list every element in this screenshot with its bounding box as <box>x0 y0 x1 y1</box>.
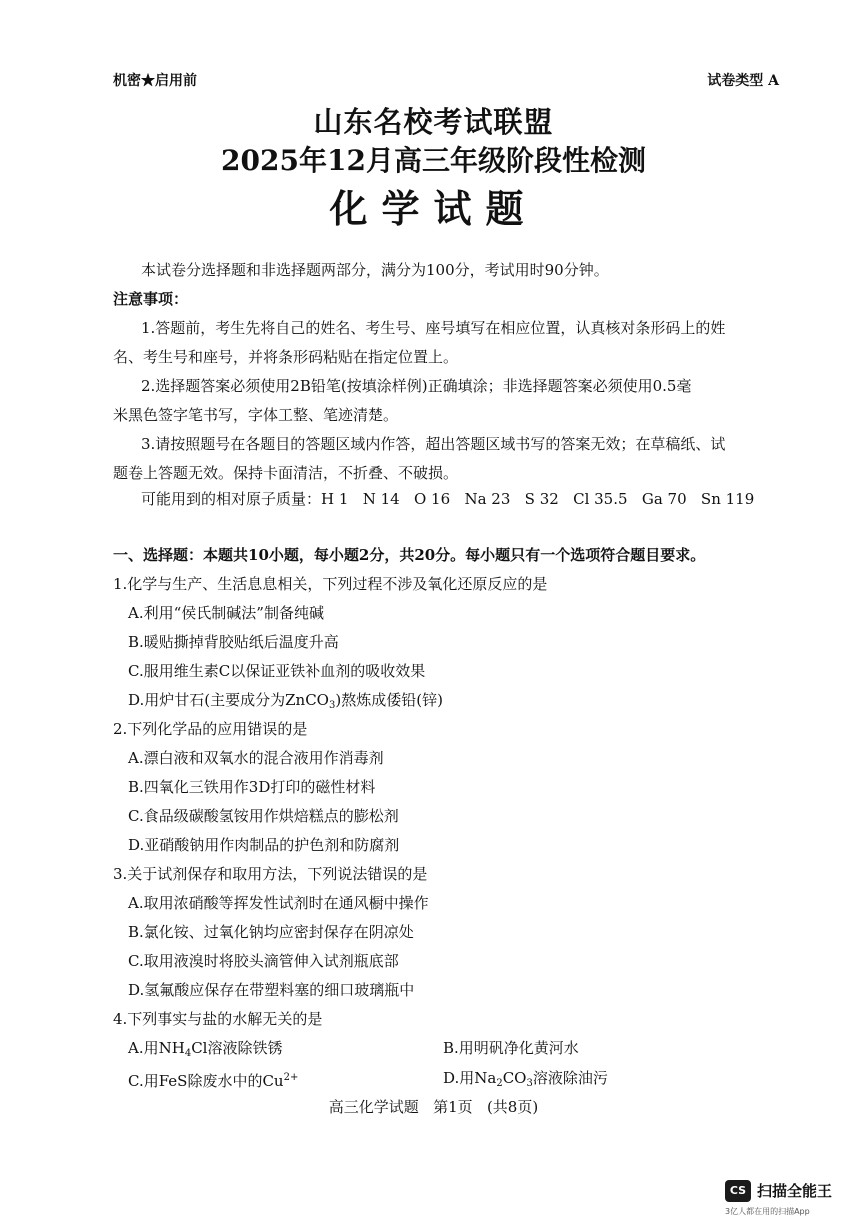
question-2-option-b: B.四氧化三铁用作3D打印的磁性材料 <box>128 778 376 796</box>
question-2-stem: 2.下列化学品的应用错误的是 <box>113 720 308 738</box>
question-2-option-a: A.漂白液和双氧水的混合液用作消毒剂 <box>128 749 384 767</box>
note-3-cont: 题卷上答题无效。保持卡面清洁，不折叠、不破损。 <box>113 464 459 482</box>
paper-type-label: 试卷类型 A <box>707 73 779 89</box>
question-4-option-a: A.用$NH_4Cl$溶液除铁锈 <box>128 1039 283 1059</box>
subject-title: 化学试题 <box>329 186 538 231</box>
section-heading: 一、选择题：本题共10小题，每小题2分，共20分。每小题只有一个选项符合题目要求。 <box>113 546 706 564</box>
question-1-option-c: C.服用维生素C以保证亚铁补血剂的吸收效果 <box>128 662 426 680</box>
watermark-app-name: 扫描全能王 <box>757 1182 833 1200</box>
watermark-tagline: 3亿人都在用的扫描App <box>725 1207 810 1216</box>
exam-organizer: 山东名校考试联盟 <box>313 105 554 139</box>
page-footer: 高三化学试题 第1页 (共8页) <box>328 1098 539 1116</box>
note-1: 1.答题前，考生先将自己的姓名、考生号、座号填写在相应位置，认真核对条形码上的姓 <box>141 319 726 337</box>
camscanner-logo-icon: CS <box>725 1180 751 1202</box>
note-2: 2.选择题答案必须使用2B铅笔(按填涂样例)正确填涂；非选择题答案必须使用0.5毫 <box>141 377 692 395</box>
question-1-stem: 1.化学与生产、生活息息相关，下列过程不涉及氧化还原反应的是 <box>113 575 548 593</box>
question-3-stem: 3.关于试剂保存和取用方法，下列说法错误的是 <box>113 865 428 883</box>
question-3-option-b: B.氯化铵、过氧化钠均应密封保存在阴凉处 <box>128 923 414 941</box>
question-2-option-d: D.亚硝酸钠用作肉制品的护色剂和防腐剂 <box>128 836 400 854</box>
question-1-option-a: A.利用“侯氏制碱法”制备纯碱 <box>128 604 324 622</box>
question-1-option-b: B.暖贴撕掉背胶贴纸后温度升高 <box>128 633 339 651</box>
question-3-option-a: A.取用浓硝酸等挥发性试剂时在通风橱中操作 <box>128 894 429 912</box>
atomic-masses: 可能用到的相对原子质量：H 1 N 14 O 16 Na 23 S 32 Cl 35.5 Ga 70 Sn 119 <box>141 490 755 508</box>
note-1-cont: 名、考生号和座号，并将条形码粘贴在指定位置上。 <box>113 348 459 366</box>
question-1-option-d: D.用炉甘石(主要成分为ZnCO$_3$)熬炼成倭铅(锌) <box>128 691 443 711</box>
question-3-option-d: D.氢氟酸应保存在带塑料塞的细口玻璃瓶中 <box>128 981 415 999</box>
intro-text: 本试卷分选择题和非选择题两部分，满分为100分，考试用时90分钟。 <box>141 261 609 279</box>
question-3-option-c: C.取用液溴时将胶头滴管伸入试剂瓶底部 <box>128 952 399 970</box>
note-3: 3.请按照题号在各题目的答题区域内作答，超出答题区域书写的答案无效；在草稿纸、试 <box>141 435 726 453</box>
question-4-option-d: D.用$Na_2CO_3$溶液除油污 <box>443 1069 608 1089</box>
scanner-watermark <box>725 1178 845 1218</box>
exam-title: 2025年12月高三年级阶段性检测 <box>221 144 646 177</box>
question-2-option-c: C.食品级碳酸氢铵用作烘焙糕点的膨松剂 <box>128 807 399 825</box>
question-4-option-c: C.用FeS除废水中的$Cu^{2+}$ <box>128 1072 299 1090</box>
notes-heading: 注意事项： <box>113 290 189 308</box>
note-2-cont: 米黑色签字笔书写，字体工整、笔迹清楚。 <box>113 406 399 424</box>
question-4-option-b: B.用明矾净化黄河水 <box>443 1039 579 1057</box>
question-4-stem: 4.下列事实与盐的水解无关的是 <box>113 1010 323 1028</box>
confidential-label: 机密★启用前 <box>113 73 197 89</box>
